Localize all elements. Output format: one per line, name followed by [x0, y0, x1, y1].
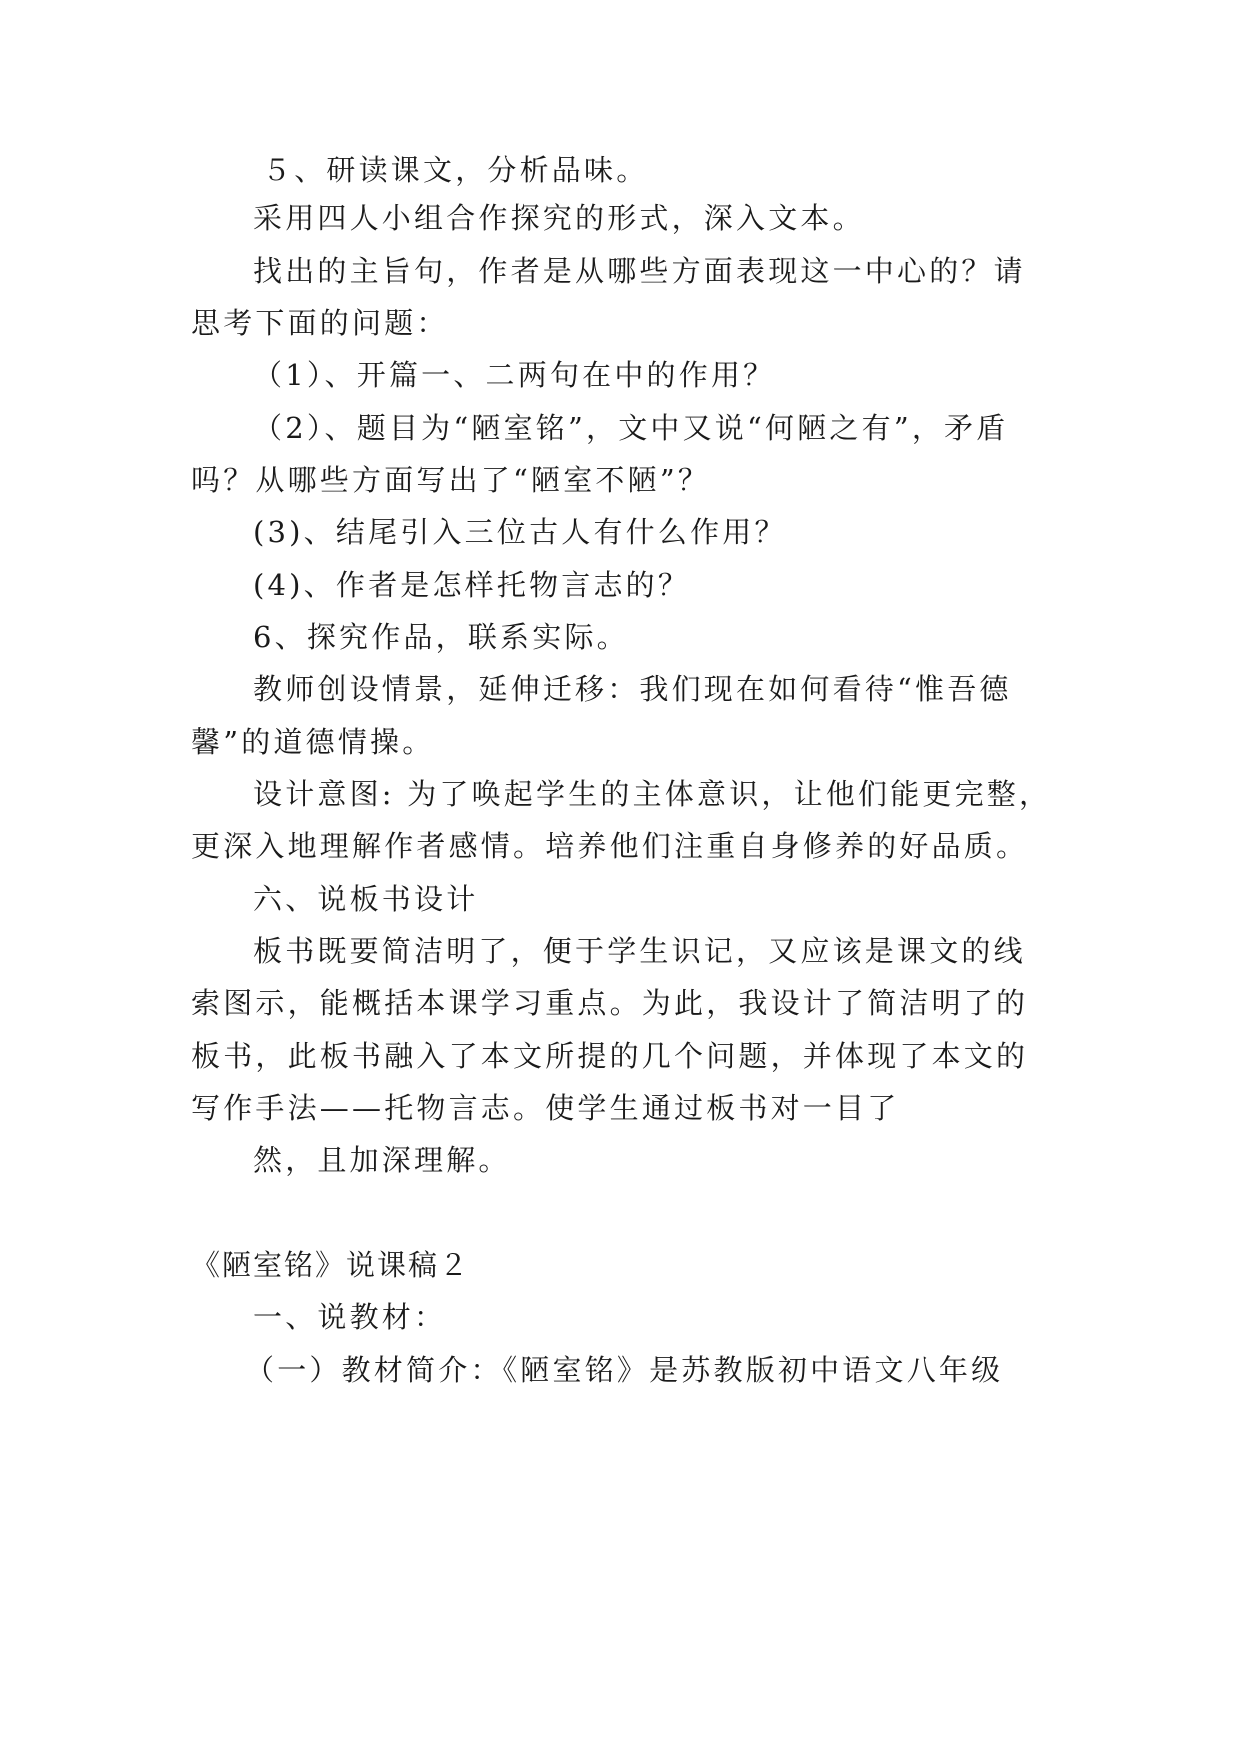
text-line: 设计意图: 为了唤起学生的主体意识，让他们能更完整， — [253, 777, 1052, 811]
text-line: 吗？从哪些方面写出了“陋室不陋”？ — [191, 463, 711, 497]
text-line: 索图示，能概括本课学习重点。为此，我设计了简洁明了的 — [191, 986, 1029, 1020]
text-line: ５、研读课文，分析品味。 — [262, 153, 649, 187]
text-line: 更深入地理解作者感情。培养他们注重自身修养的好品质。 — [191, 829, 1029, 863]
text-line: 然，且加深理解。 — [253, 1143, 511, 1177]
text-line: （1）、开篇一、二两句在中的作用？ — [253, 358, 776, 392]
text-line: (3)、结尾引入三位古人有什么作用？ — [253, 515, 787, 549]
text-line: 思考下面的问题： — [191, 306, 449, 340]
text-line: 6、探究作品，联系实际。 — [253, 620, 629, 654]
text-line: (4)、作者是怎样托物言志的？ — [253, 568, 691, 602]
text-line: 写作手法——托物言志。使学生通过板书对一目了 — [191, 1091, 900, 1125]
document-title: 《陋室铭》说课稿２ — [191, 1248, 471, 1282]
text-line: （2）、题目为“陋室铭”，文中又说“何陋之有”，矛盾 — [253, 411, 1009, 445]
section-heading: 六、说板书设计 — [253, 882, 479, 916]
text-line: 找出的主旨句，作者是从哪些方面表现这一中心的？请 — [253, 254, 1026, 288]
text-line: 板书既要简洁明了，便于学生识记，又应该是课文的线 — [253, 934, 1026, 968]
text-line: 板书，此板书融入了本文所提的几个问题，并体现了本文的 — [191, 1039, 1029, 1073]
text-line: （一）教材简介：《陋室铭》是苏教版初中语文八年级 — [245, 1353, 1004, 1387]
text-line: 馨”的道德情操。 — [191, 725, 435, 759]
text-line: 教师创设情景，延伸迁移：我们现在如何看待“惟吾德 — [253, 672, 1012, 706]
section-heading: 一、说教材： — [253, 1300, 447, 1334]
text-line: 采用四人小组合作探究的形式，深入文本。 — [253, 201, 865, 235]
